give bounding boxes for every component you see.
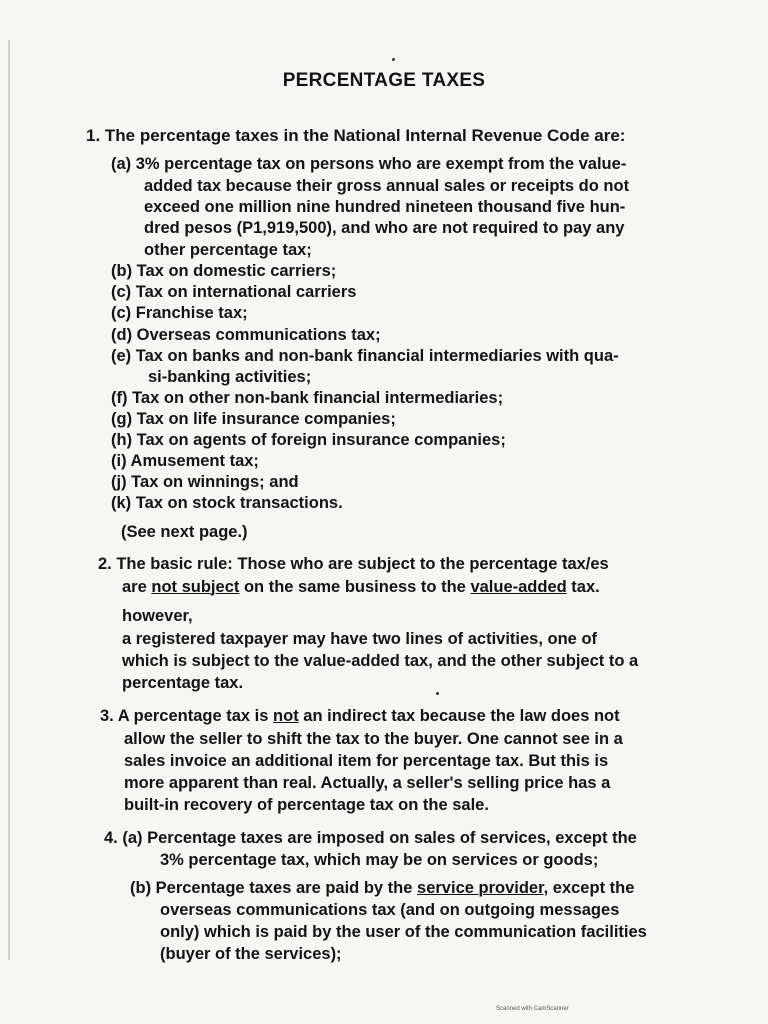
item1-intro: 1. The percentage taxes in the National Internal Revenue Code are: — [86, 126, 626, 145]
item3-line: built-in recovery of percentage tax on the sale. — [124, 796, 489, 814]
item4-line: overseas communications tax (and on outgoing messages — [160, 901, 620, 919]
item4-line: (b) Percentage taxes are paid by the service provider, except the — [130, 879, 635, 897]
item2-line: a registered taxpayer may have two lines of activities, one of — [122, 630, 598, 648]
item1-list-item: (j) Tax on winnings; and — [111, 473, 299, 491]
item1-a-line: dred pesos (P1,919,500), and who are not required to pay any — [144, 219, 625, 237]
item1-list-item: (c) Franchise tax; — [111, 304, 248, 322]
item4-line: 3% percentage tax, which may be on services or goods; — [160, 851, 599, 869]
item1-list-item: (e) Tax on banks and non-bank financial intermediaries with qua- — [111, 347, 619, 365]
item1-list-item: (b) Tax on domestic carriers; — [111, 262, 337, 280]
scanner-watermark: Scanned with CamScanner — [496, 1006, 569, 1012]
item1-note: (See next page.) — [121, 523, 248, 541]
item1-a-line: exceed one million nine hundred nineteen thousand five hun- — [144, 198, 626, 216]
scan-speck — [392, 58, 395, 61]
item1-list-item: (d) Overseas communications tax; — [111, 326, 381, 344]
page-title: PERCENTAGE TAXES — [282, 70, 486, 91]
item1-list-item: (f) Tax on other non-bank financial intermediaries; — [111, 389, 504, 407]
item4-line: (buyer of the services); — [160, 945, 342, 963]
item1-list-item: (i) Amusement tax; — [111, 452, 259, 470]
item2-line: which is subject to the value-added tax, and the other subject to a — [122, 652, 639, 670]
item1-list-item: (k) Tax on stock transactions. — [111, 494, 343, 512]
item1-list-item: si-banking activities; — [148, 368, 312, 386]
item3-line: 3. A percentage tax is not an indirect tax because the law does not — [100, 707, 620, 725]
item1-a-line: (a) 3% percentage tax on persons who are exempt from the value- — [111, 155, 627, 173]
item4-line: only) which is paid by the user of the communication facilities — [160, 923, 647, 941]
item1-list-item: (c) Tax on international carriers — [111, 283, 357, 301]
item2-line: are not subject on the same business to the value-added tax. — [122, 578, 600, 596]
item1-a-line: added tax because their gross annual sales or receipts do not — [144, 177, 630, 195]
item3-line: more apparent than real. Actually, a seller's selling price has a — [124, 774, 611, 792]
item2-line: percentage tax. — [122, 674, 244, 692]
item1-list-item: (g) Tax on life insurance companies; — [111, 410, 396, 428]
item1-list-item: (h) Tax on agents of foreign insurance companies; — [111, 431, 506, 449]
item3-line: sales invoice an additional item for percentage tax. But this is — [124, 752, 609, 770]
item1-a-line: other percentage tax; — [144, 241, 312, 259]
item3-line: allow the seller to shift the tax to the buyer. One cannot see in a — [124, 730, 623, 748]
page-edge — [8, 40, 10, 960]
item2-however: however, — [122, 607, 193, 625]
item2-line: 2. The basic rule: Those who are subject to the percentage tax/es — [98, 555, 609, 573]
scan-speck — [436, 692, 439, 695]
item4-line: 4. (a) Percentage taxes are imposed on sales of services, except the — [104, 829, 637, 847]
